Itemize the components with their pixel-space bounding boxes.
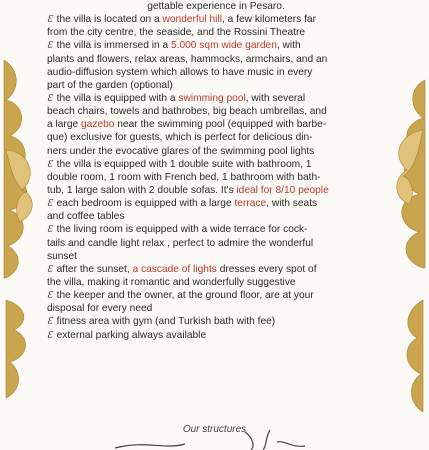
body-text: , a few kilometers far — [221, 14, 316, 26]
body-text: a large — [47, 119, 81, 131]
text-line — [47, 315, 385, 328]
bullet-icon: Ɛ — [47, 330, 53, 341]
body-text: dresses every spot of — [216, 263, 317, 275]
text-line — [47, 118, 385, 131]
highlight-text: terrace — [234, 198, 267, 210]
text-line — [47, 92, 385, 105]
text-line — [47, 158, 385, 171]
body-text: the villa is immersed in a — [56, 40, 171, 52]
text-line — [47, 263, 385, 276]
body-text: disposal for every need — [47, 303, 153, 315]
text-line — [47, 184, 385, 197]
body-text: the villa is equipped with a — [56, 92, 179, 104]
text-line — [47, 250, 385, 263]
text-line — [47, 105, 385, 118]
bullet-icon: Ɛ — [47, 41, 53, 52]
body-text: near the swimming pool (equipped with barbe- — [114, 119, 327, 131]
bullet-icon: Ɛ — [47, 93, 53, 104]
body-text: the villa, making it romantic and wonderfully suggestive — [47, 276, 296, 288]
body-text: tails and candle light relax , perfect to admire the wonderful — [47, 237, 314, 249]
left-gold-ornament — [0, 0, 46, 450]
body-text: external parking always available — [56, 329, 207, 341]
body-text: ners under the evocative glares of the swimming pool lights — [47, 145, 315, 157]
text-line — [47, 53, 385, 66]
highlight-text: wonderful hill — [162, 14, 222, 26]
body-text: , with — [276, 40, 301, 52]
body-text: beach chairs, towels and bathrobes, big beach umbrellas, and — [47, 106, 327, 118]
bullet-icon: Ɛ — [47, 225, 53, 236]
body-text: sunset — [47, 250, 78, 262]
section-caption: Our structures — [182, 424, 247, 435]
text-line — [47, 210, 385, 223]
body-text: the villa is located on a — [56, 14, 163, 26]
body-text: , with several — [245, 92, 306, 104]
body-text: the keeper and the owner, at the ground floor, are at your — [56, 290, 314, 302]
body-text: plants and flowers, relax areas, hammocks, armchairs, and an — [47, 53, 328, 65]
body-text: fitness area with gym (and Turkish bath with fee) — [56, 316, 276, 328]
bullet-icon: Ɛ — [47, 199, 53, 210]
text-line — [47, 131, 385, 144]
body-text: from the city centre, the seaside, and the Rossini Theatre — [47, 27, 306, 39]
text-line — [47, 171, 385, 184]
text-line — [47, 302, 385, 315]
script-flourish-decoration — [95, 428, 335, 450]
body-text: each bedroom is equipped with a large — [56, 198, 235, 210]
bullet-icon: Ɛ — [47, 15, 53, 26]
highlight-text: gazebo — [80, 119, 115, 131]
text-line — [47, 223, 385, 236]
bullet-icon: Ɛ — [47, 291, 53, 302]
text-line — [47, 13, 385, 26]
highlight-text: 5.000 sqm wide garden — [170, 40, 277, 52]
highlight-text: swimming pool — [178, 92, 246, 104]
text-line — [47, 237, 385, 250]
body-text: part of the garden (optional) — [47, 79, 173, 91]
text-line — [47, 329, 385, 342]
text-line — [47, 276, 385, 289]
body-text: que) exclusive for guests, which is perfect for delicious din- — [47, 132, 313, 144]
highlight-text: ideal for 8/10 people — [236, 184, 329, 196]
highlight-text: a cascade of lights — [132, 263, 217, 275]
body-text: the living room is equipped with a wide terrace for cock- — [56, 224, 308, 236]
villa-description — [47, 0, 385, 342]
text-line — [47, 145, 385, 158]
bullet-icon: Ɛ — [47, 317, 53, 328]
text-line — [47, 39, 385, 52]
text-line — [47, 26, 385, 39]
bullet-icon: Ɛ — [47, 264, 53, 275]
body-text: audio-diffusion system which allows to have music in every — [47, 66, 313, 78]
body-text: gettable experience in Pesaro. — [147, 1, 285, 12]
text-line — [47, 289, 385, 302]
bullet-icon: Ɛ — [47, 159, 53, 170]
text-line — [47, 66, 385, 79]
text-line — [47, 0, 385, 13]
body-text: tub, 1 large salon with 2 double sofas. It's — [47, 184, 237, 196]
body-text: after the sunset, — [56, 263, 133, 275]
body-text: double room, 1 room with French bed, 1 bathroom with bath- — [47, 171, 321, 183]
body-text: the villa is equipped with 1 double suite with bathroom, 1 — [56, 158, 312, 170]
body-text: and coffee tables — [47, 211, 125, 223]
text-line — [47, 197, 385, 210]
body-text: , with seats — [266, 198, 318, 210]
right-gold-ornament — [383, 0, 429, 450]
text-line — [47, 79, 385, 92]
